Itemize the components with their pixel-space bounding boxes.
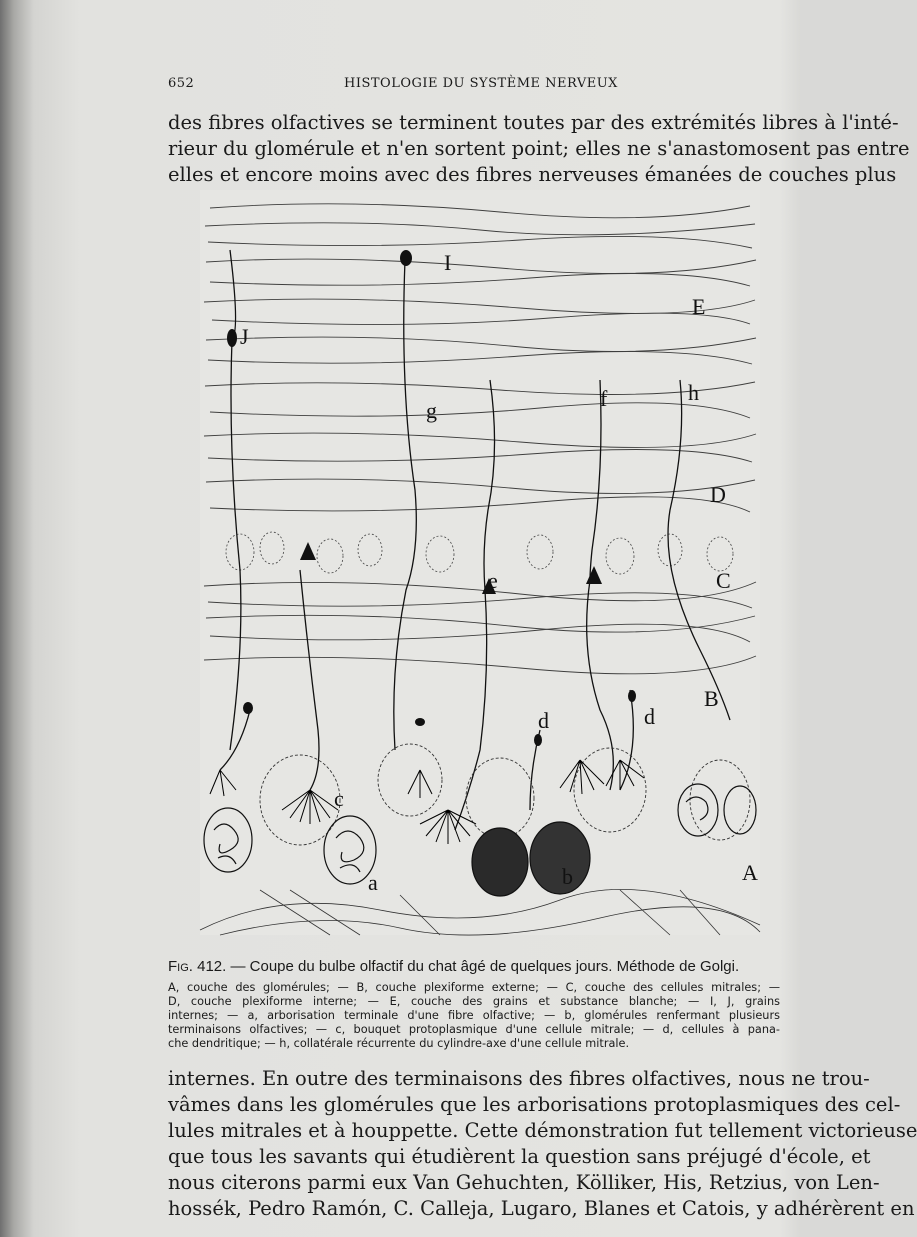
running-head: HISTOLOGIE DU SYSTÈME NERVEUX <box>344 76 618 91</box>
fig-label-d: d <box>538 708 549 733</box>
legend-line: D, couche plexiforme interne; — E, couche des grains et substance blanche; — I, J, grains <box>168 995 780 1008</box>
body-text-top <box>168 110 910 188</box>
fig-label-J: J <box>240 324 249 349</box>
text-line: que tous les savants qui étudièrent la question sans préjugé d'école, et <box>168 1145 871 1168</box>
text-line: nous citerons parmi eux Van Gehuchten, Kölliker, His, Retzius, von Len- <box>168 1171 880 1194</box>
page-number: 652 <box>168 76 195 91</box>
figure-drawing <box>200 190 760 935</box>
fig-label-A: A <box>742 860 758 885</box>
text-line: rieur du glomérule et n'en sortent point; elles ne s'anastomosent pas entre <box>168 137 910 160</box>
text-line: des fibres olfactives se terminent toutes par des extrémités libres à l'inté- <box>168 111 899 134</box>
fig-label-E: E <box>692 294 706 319</box>
fig-label-d-second: d <box>644 704 655 729</box>
figure-caption <box>168 958 780 1051</box>
caption-fig-number: Fig. 412. <box>168 958 227 975</box>
fig-label-B: B <box>704 686 719 711</box>
fig-label-h: h <box>688 380 699 405</box>
caption-legend <box>168 981 780 1051</box>
body-text-bottom <box>168 1066 917 1222</box>
fig-label-e: e <box>488 568 498 593</box>
legend-line: terminaisons olfactives; — c, bouquet protoplasmique d'une cellule mitrale; — d, cellules à pana- <box>168 1023 780 1036</box>
legend-line: internes; — a, arborisation terminale d'une fibre olfactive; — b, glomérules renfermant plusieurs <box>168 1009 780 1022</box>
text-line: vâmes dans les glomérules que les arborisations protoplasmiques des cel- <box>168 1093 901 1116</box>
fig-label-a: a <box>368 870 378 895</box>
fig-label-f: f <box>600 386 608 411</box>
fig-label-D: D <box>710 482 726 507</box>
page-header <box>168 76 768 96</box>
caption-title <box>168 958 780 975</box>
fig-label-c: c <box>334 786 344 811</box>
fig-label-C: C <box>716 568 731 593</box>
text-line: elles et encore moins avec des fibres nerveuses émanées de couches plus <box>168 163 897 186</box>
text-line: lules mitrales et à houppette. Cette démonstration fut tellement victorieuse <box>168 1119 917 1142</box>
fig-label-g: g <box>426 398 437 423</box>
fig-label-I: I <box>444 250 452 275</box>
fig-label-b: b <box>562 864 573 889</box>
text-line: hossék, Pedro Ramón, C. Calleja, Lugaro, Blanes et Catois, y adhérèrent en <box>168 1197 915 1220</box>
figure-olfactory-bulb-illustration <box>200 190 760 935</box>
text-line: internes. En outre des terminaisons des fibres olfactives, nous ne trou- <box>168 1067 870 1090</box>
legend-line: A, couche des glomérules; — B, couche plexiforme externe; — C, couche des cellules mitrales; — <box>168 981 780 994</box>
caption-title-text: — Coupe du bulbe olfactif du chat âgé de quelques jours. Méthode de Golgi. <box>226 958 740 975</box>
legend-line: che dendritique; — h, collatérale récurrente du cylindre-axe d'une cellule mitrale. <box>168 1037 630 1050</box>
